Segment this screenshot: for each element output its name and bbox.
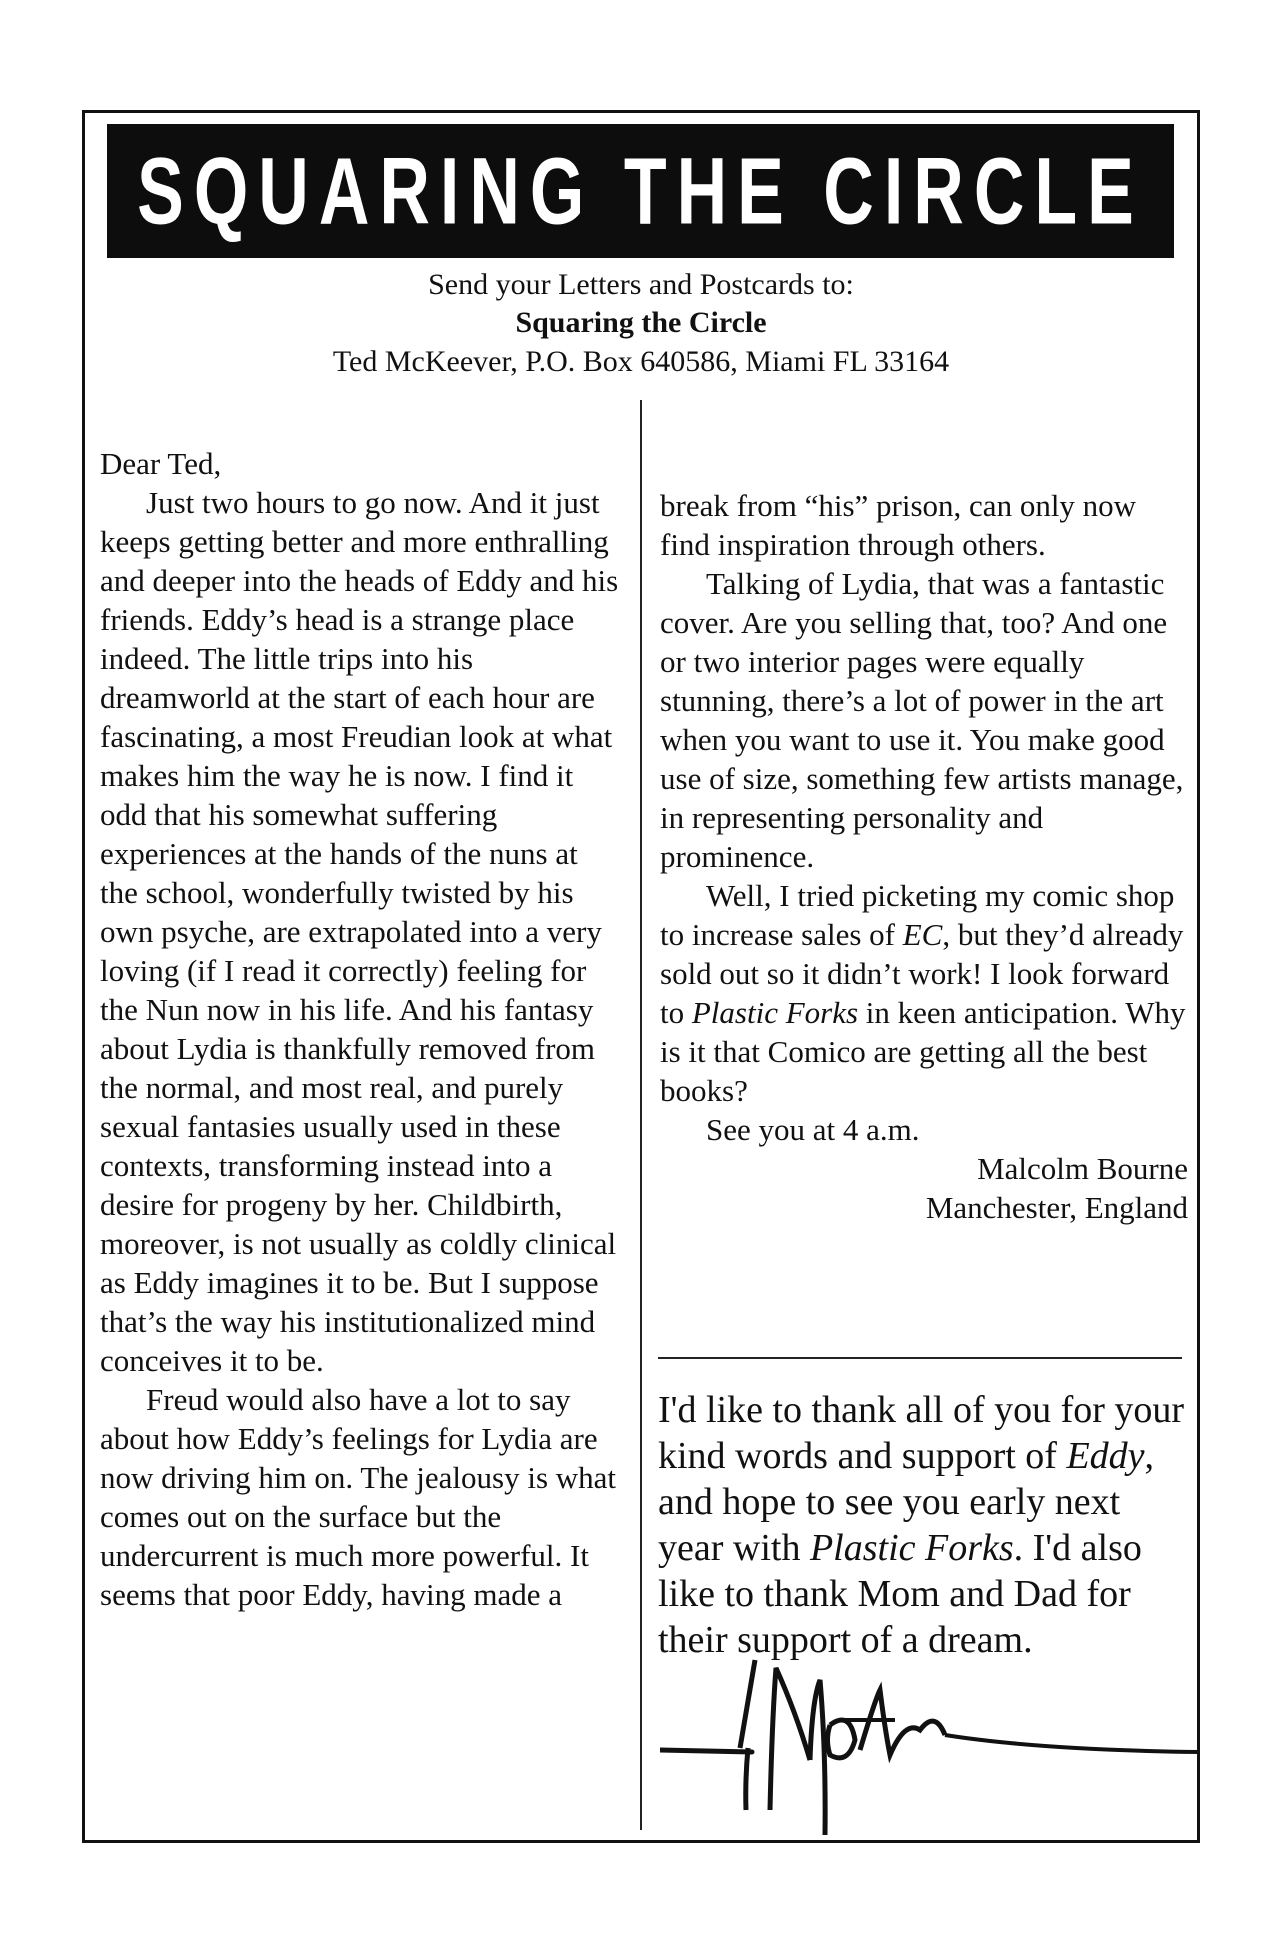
letter-paragraph-5: See you at 4 a.m. [706, 1112, 920, 1147]
banner-title: SQUARING THE CIRCLE [137, 138, 1144, 244]
letter-paragraph-4: Well, I tried picketing my comic shop to increase sales of EC, but they’d already sold out so it didn’t work! I look forward to Plastic Forks in keen anticipation. Why is it that Comico are getting all the best books? [660, 878, 1186, 1108]
letter-left-column [100, 444, 620, 1614]
letter-signature-name: Malcolm Bourne [977, 1151, 1188, 1186]
column-divider [640, 400, 642, 1830]
column-name: Squaring the Circle [515, 306, 767, 339]
column-banner [107, 124, 1174, 258]
editor-reply: I'd like to thank all of you for your kind words and support of Eddy, and hope to see you early next year with Plastic Forks. I'd also like to thank Mom and Dad for their support of a dream. [658, 1389, 1185, 1661]
editor-signature [660, 1640, 1200, 1840]
reply-divider [658, 1357, 1182, 1359]
mailing-address: Ted McKeever, P.O. Box 640586, Miami FL 33164 [332, 345, 950, 378]
letter-paragraph-1: Just two hours to go now. And it just keeps getting better and more enthralling and deeper into the heads of Eddy and his friends. Eddy’s head is a strange place indeed. The little trips into his dreamworld at the start of each hour are fascinating, a most Freudian look at what makes him the way he is now. I find it odd that his somewhat suffering experiences at the hands of the nuns at the school, wonderfully twisted by his own psyche, are extrapolated into a very loving (if I read it correctly) feeling for the Nun now in his life. And his fantasy about Lydia is thankfully removed from the normal, and most real, and purely sexual fantasies usually used in these contexts, transforming instead into a desire for progeny by her. Childbirth, moreover, is not usually as coldly clinical as Eddy imagines it to be. But I suppose that’s the way his institutionalized mind conceives it to be. [100, 485, 619, 1378]
letter-signature-place: Manchester, England [925, 1190, 1188, 1225]
letter-paragraph-3: Talking of Lydia, that was a fantastic cover. Are you selling that, too? And one or two interior pages were equally stunning, there’s a lot of power in the art when you want to use it. You make good use of size, something few artists manage, in representing personality and prominence. [660, 566, 1184, 874]
letter-paragraph-2: Freud would also have a lot to say about how Eddy’s feelings for Lydia are now driving him on. The jealousy is what comes out on the surface but the undercurrent is much more powerful. It seems that poor Eddy, having made a [100, 1382, 617, 1612]
letter-paragraph-2-continued: break from “his” prison, can only now find inspiration through others. [660, 488, 1137, 562]
salutation: Dear Ted, [100, 446, 222, 481]
send-line: Send your Letters and Postcards to: [428, 268, 854, 301]
letter-right-column [660, 486, 1188, 1227]
